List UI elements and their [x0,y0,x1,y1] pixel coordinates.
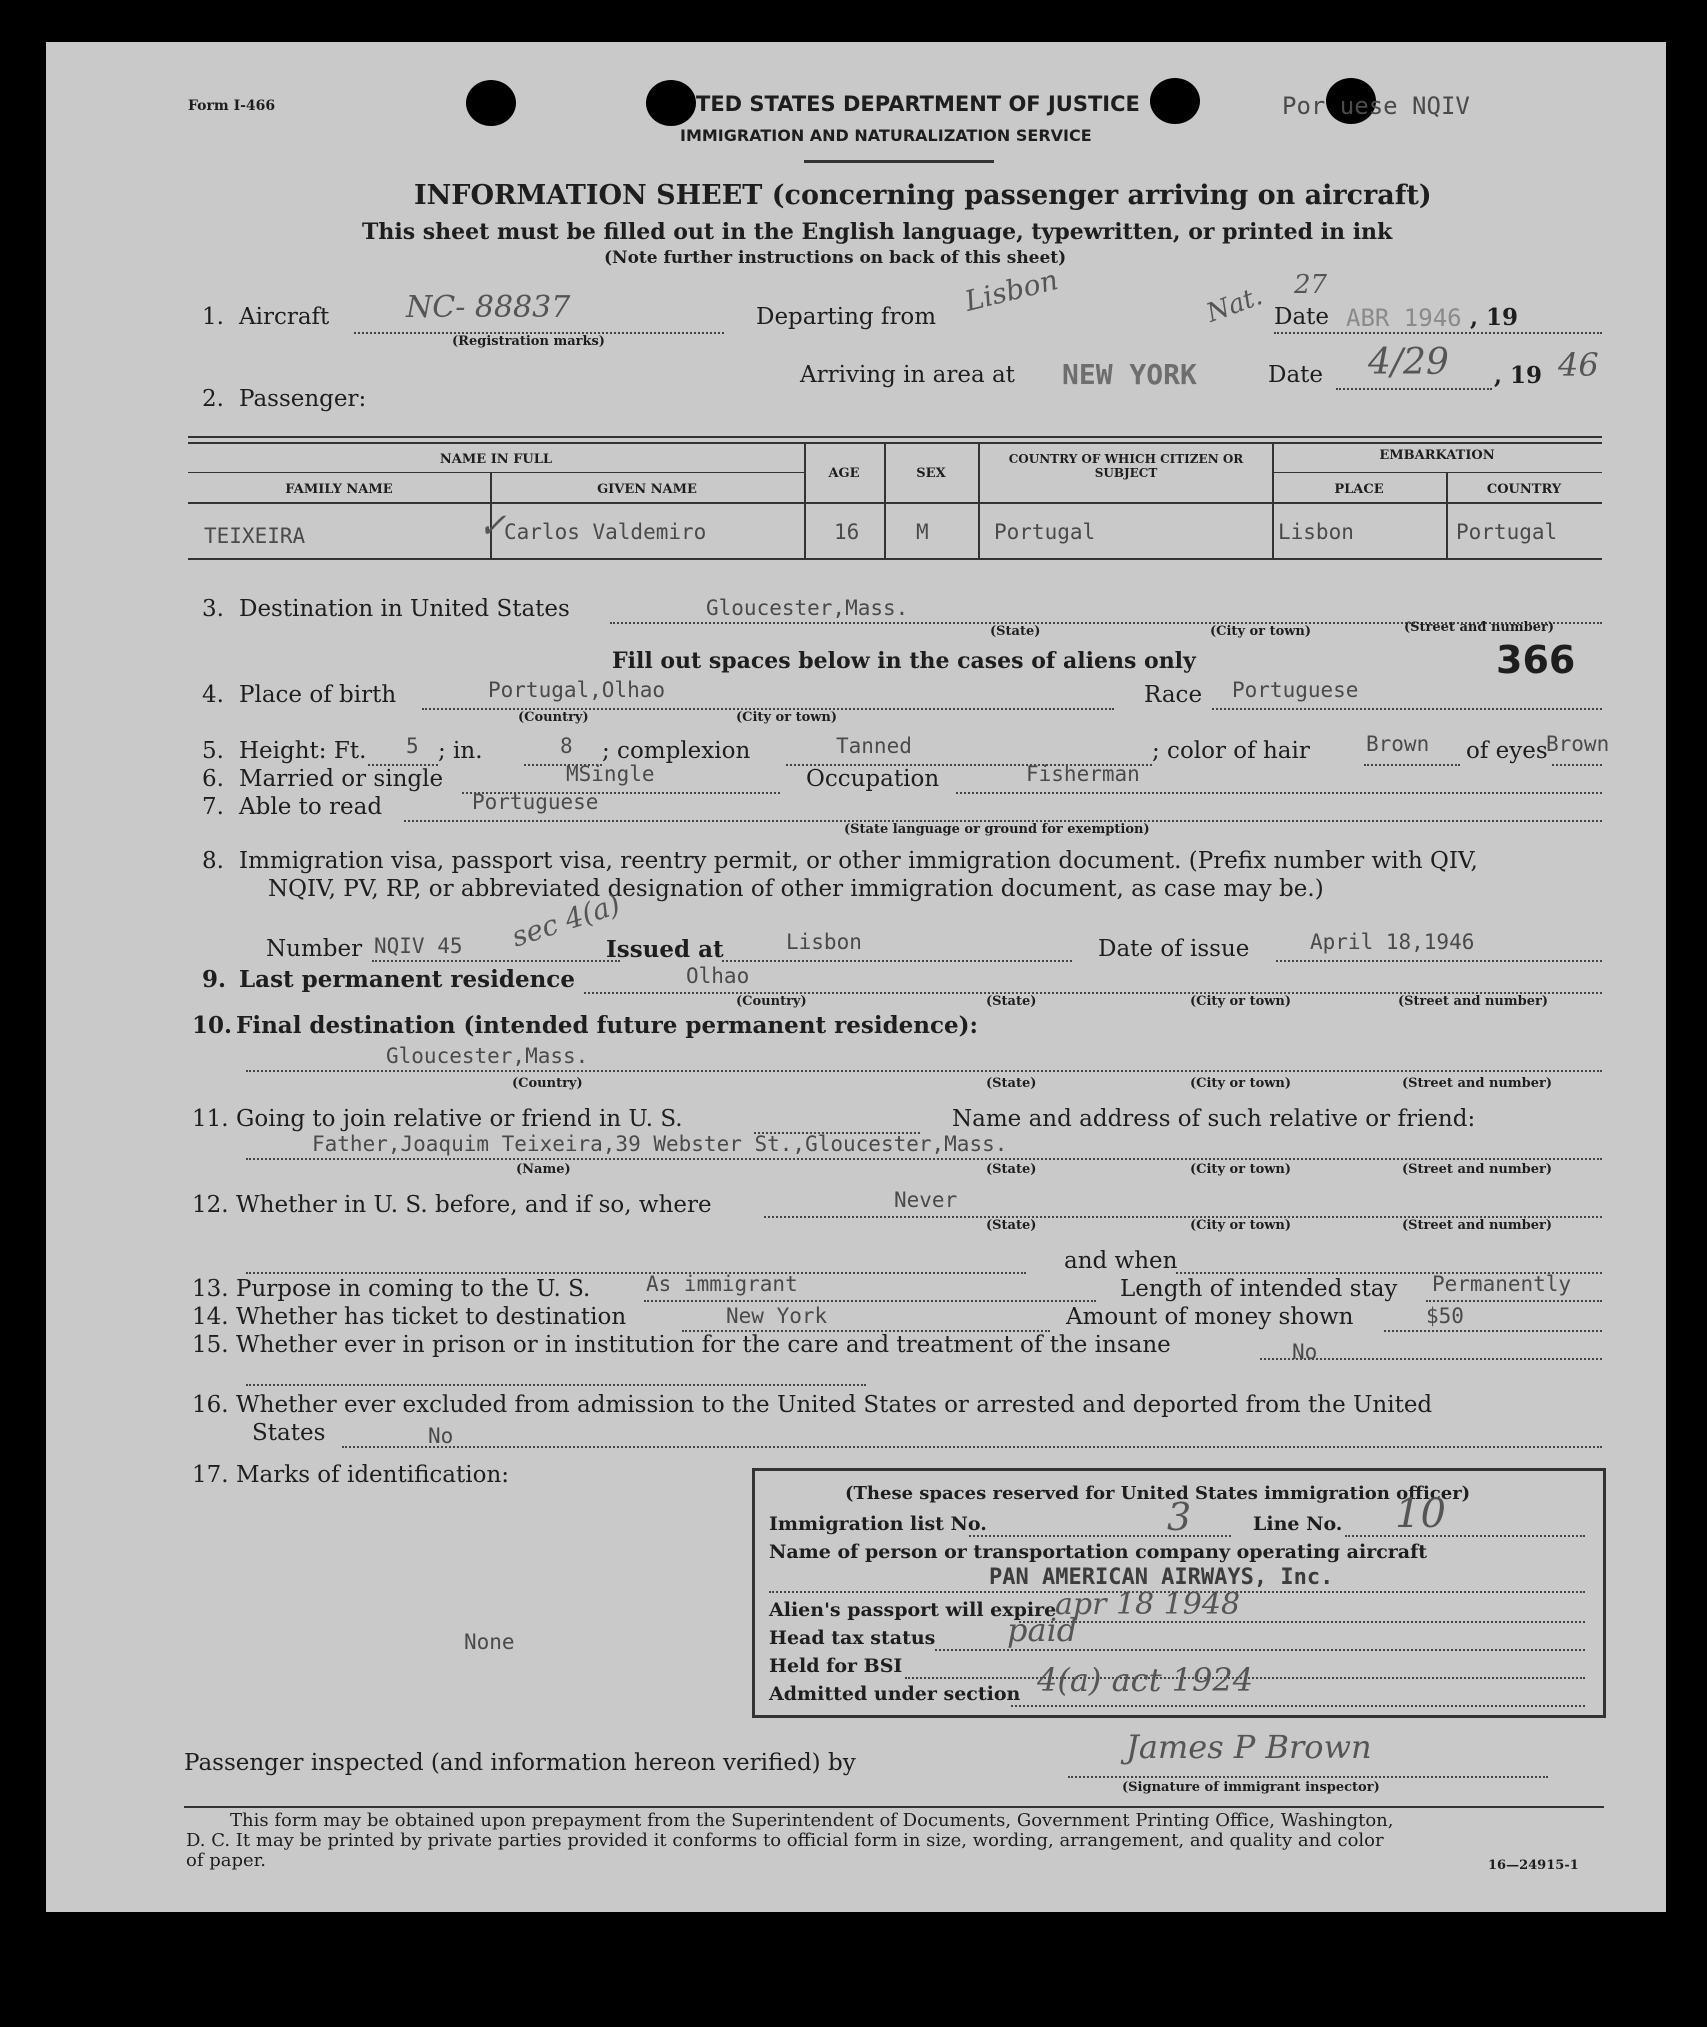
caption: (State) [990,624,1041,639]
item-number: 12. [192,1192,229,1218]
officer-box [752,1468,1606,1718]
section-line [1011,1705,1585,1707]
caption: (City or town) [1190,994,1292,1009]
company-label: Name of person or transportation company operating aircraft [769,1541,1428,1563]
signature-line [1068,1776,1548,1778]
head-tax-line [935,1649,1585,1651]
prior-visit-label: Whether in U. S. before, and if so, where [236,1192,712,1218]
issue-date-line [1276,960,1602,962]
issued-at-label: Issued at [606,936,724,963]
residence-label: Last permanent residence [239,966,575,993]
item-number: 7. [202,794,224,820]
ticket-label: Whether has ticket to destination [236,1304,627,1330]
excluded-label-2: States [252,1420,326,1446]
when-label: and when [1064,1248,1178,1274]
caption: (Country) [512,1076,583,1091]
caption: (Street and number) [1404,620,1554,635]
table-top-rule [188,442,1602,444]
arriving-date-label: Date [1268,362,1324,388]
passport-expire-value: apr 18 1948 [1055,1587,1241,1622]
visa-number-label: Number [266,936,363,962]
race-label: Race [1144,682,1203,708]
departing-date-line [1274,332,1602,334]
inspector-signature: James P Brown [1126,1728,1372,1766]
relative-name-label: Name and address of such relative or friend: [952,1106,1476,1132]
prison-line-2 [246,1384,866,1386]
purpose-value: As immigrant [646,1272,798,1296]
caption: (State) [986,994,1037,1009]
stay-value: Permanently [1432,1272,1572,1296]
read-value: Portuguese [472,790,599,814]
stay-label: Length of intended stay [1120,1276,1398,1302]
purpose-label: Purpose in coming to the U. S. [236,1276,591,1302]
birth-label: Place of birth [239,682,397,708]
hair-label: ; color of hair [1152,738,1310,764]
form-sheet [46,42,1666,1912]
document-text-line1: Immigration visa, passport visa, reentry permit, or other immigration document. (Prefix number with QIV, [239,848,1478,874]
line-no-line [1345,1535,1585,1537]
item-number: 15. [192,1332,229,1358]
footer-text-2: D. C. It may be printed by private parties provided it conforms to official form in size, wording, arrangement, and quality and color [186,1830,1384,1851]
caption: (Street and number) [1402,1218,1552,1233]
caption: (State) [986,1162,1037,1177]
money-label: Amount of money shown [1066,1304,1354,1330]
residence-value: Olhao [686,964,750,988]
arriving-value: NEW YORK [1062,358,1197,391]
excluded-value: No [428,1424,454,1448]
prison-value: No [1292,1340,1318,1364]
caption: (Country) [518,710,589,725]
aliens-only-note: Fill out spaces below in the cases of aliens only [612,648,1196,674]
registration-caption: (Registration marks) [452,334,605,349]
purpose-line [644,1300,1096,1302]
caption: (Street and number) [1402,1076,1552,1091]
form-id: Form I-466 [188,98,276,114]
visa-hand-note: sec 4(a) [507,887,625,954]
departing-label: Departing from [756,304,937,330]
form-note: (Note further instructions on back of this sheet) [604,248,1067,268]
destination-label: Destination in United States [239,596,570,622]
check-mark-icon: ✓ [478,506,507,546]
name-in-full-header: NAME IN FULL [439,452,553,467]
excluded-line [342,1446,1602,1448]
caption: (City or town) [736,710,838,725]
punch-hole [646,80,696,126]
complexion-value: Tanned [836,734,912,758]
footer-text-1: This form may be obtained upon prepayment from the Superintendent of Documents, Government Printing Office, Washington, [230,1810,1394,1831]
section-value: 4(a) act 1924 [1037,1661,1254,1699]
occupation-value: Fisherman [1026,762,1140,786]
marital-value: MSingle [566,762,655,786]
race-value: Portuguese [1232,678,1359,702]
issued-at-value: Lisbon [786,930,862,954]
money-line [1384,1330,1602,1332]
join-relative-label: Going to join relative or friend in U. S. [236,1106,683,1132]
table-divider [978,442,980,558]
item-number: 2. [202,386,224,412]
departing-date-label: Date [1274,304,1330,330]
caption: (Street and number) [1398,994,1548,1009]
eyes-label: of eyes [1466,738,1548,764]
identification-label: Marks of identification: [236,1462,510,1488]
list-no-value: 3 [1167,1495,1192,1539]
issue-date-label: Date of issue [1098,936,1250,962]
aircraft-label: Aircraft [239,304,330,330]
bsi-label: Held for BSI [769,1655,903,1677]
final-destination-value: Gloucester,Mass. [386,1044,589,1068]
footer-rule [184,1806,1604,1808]
company-value: PAN AMERICAN AIRWAYS, Inc. [989,1565,1334,1590]
prison-label: Whether ever in prison or in institution for the care and treatment of the insane [236,1332,1171,1358]
section-label: Admitted under section [769,1683,1021,1705]
stay-line [1426,1300,1602,1302]
destination-value: Gloucester,Mass. [706,596,909,620]
punch-hole [466,80,516,126]
issue-date-value: April 18,1946 [1310,930,1475,954]
item-number: 6. [202,766,224,792]
document-text-line2: NQIV, PV, RP, or abbreviated designation of other immigration document, as case may be.) [268,876,1324,902]
caption: (City or town) [1210,624,1312,639]
departing-hand-note: Nat. [1202,281,1267,329]
money-value: $50 [1426,1304,1464,1328]
caption: (Street and number) [1402,1162,1552,1177]
birth-value: Portugal,Olhao [488,678,666,702]
table-bottom-rule [188,558,1602,560]
item-number: 10. [192,1012,233,1039]
relative-value: Father,Joaquim Teixeira,39 Webster St.,Gloucester,Mass. [312,1132,1008,1156]
officer-box-heading: (These spaces reserved for United States immigration officer) [845,1483,1471,1504]
family-name-value: TEIXEIRA [204,524,306,548]
hair-value: Brown [1366,732,1430,756]
height-label: Height: Ft. [239,738,367,764]
eyes-value: Brown [1546,732,1610,756]
caption: (City or town) [1190,1076,1292,1091]
item-number: 5. [202,738,224,764]
service-name: IMMIGRATION AND NATURALIZATION SERVICE [680,126,1092,145]
age-header: AGE [828,466,860,481]
corner-note: Por uese NQIV [1282,92,1470,120]
passenger-label: Passenger: [239,386,367,412]
departing-date-hand: 27 [1294,270,1328,300]
arriving-year: , 19 [1494,362,1543,389]
agency-name: TED STATES DEPARTMENT OF JUSTICE [696,92,1140,116]
race-line [1212,708,1602,710]
visa-number-line [372,960,620,962]
excluded-label: Whether ever excluded from admission to the United States or arrested and deported from the United [236,1392,1433,1418]
given-name-header: GIVEN NAME [597,482,697,497]
item-number: 3. [202,596,224,622]
table-divider [884,442,886,558]
inches-value: 8 [560,734,573,758]
head-tax-label: Head tax status [769,1627,936,1649]
embark-country-value: Portugal [1456,520,1558,544]
feet-value: 5 [406,734,419,758]
table-rule [188,502,1602,504]
caption: (Name) [516,1162,571,1177]
visa-number-value: NQIV 45 [374,934,463,958]
aircraft-value: NC- 88837 [406,290,571,325]
country-header: COUNTRY [1486,482,1562,497]
form-instruction: This sheet must be filled out in the English language, typewritten, or printed in ink [362,219,1393,245]
list-no-line [969,1535,1231,1537]
departing-year: , 19 [1470,304,1519,331]
line-no-label: Line No. [1253,1513,1343,1535]
item-number: 17. [192,1462,229,1488]
item-number: 14. [192,1304,229,1330]
departing-value: Lisbon [961,263,1062,318]
item-number: 16. [192,1392,229,1418]
place-header: PLACE [1334,482,1384,497]
departing-date-stamp: ABR 1946 [1346,304,1462,332]
prior-visit-value: Never [894,1188,958,1212]
read-caption: (State language or ground for exemption) [844,822,1150,837]
item-number: 1. [202,304,224,330]
country-citizen-header: COUNTRY OF WHICH CITIZEN OR SUBJECT [1008,452,1244,480]
eyes-line [1552,764,1602,766]
footer-code: 16—24915-1 [1488,1858,1579,1873]
arriving-label: Arriving in area at [800,362,1015,388]
arriving-date-line [1336,388,1492,390]
final-destination-label: Final destination (intended future permanent residence): [236,1012,979,1039]
caption: (State) [986,1076,1037,1091]
caption: (State) [986,1218,1037,1233]
list-no-label: Immigration list No. [769,1513,987,1535]
complexion-label: ; complexion [602,738,751,764]
punch-hole [1150,78,1200,124]
table-rule [1272,472,1602,473]
family-name-header: FAMILY NAME [285,482,393,497]
final-destination-line [246,1070,1602,1072]
citizen-value: Portugal [994,520,1096,544]
identification-value: None [464,1630,515,1654]
occupation-label: Occupation [806,766,940,792]
caption: (Country) [736,994,807,1009]
arriving-year-value: 46 [1558,346,1599,384]
line-no-value: 10 [1395,1491,1446,1537]
item-number: 9. [202,966,227,993]
occupation-line [956,792,1602,794]
item-number: 13. [192,1276,229,1302]
item-number: 8. [202,848,224,874]
header-rule [804,160,994,163]
table-divider [804,442,806,558]
relative-line [246,1158,1602,1160]
signature-caption: (Signature of immigrant inspector) [1122,1780,1380,1795]
given-name-value: Carlos Valdemiro [504,520,707,544]
passport-expire-label: Alien's passport will expire [769,1599,1057,1621]
item-number: 11. [192,1106,229,1132]
table-top-rule [188,436,1602,438]
form-title: INFORMATION SHEET (concerning passenger arriving on aircraft) [414,180,1432,211]
read-label: Able to read [239,794,383,820]
embark-place-value: Lisbon [1278,520,1354,544]
issued-at-line [722,960,1072,962]
table-rule [188,472,804,473]
footer-text-3: of paper. [186,1850,266,1871]
embarkation-header: EMBARKATION [1379,448,1495,463]
inspection-label: Passenger inspected (and information hereon verified) by [184,1750,856,1776]
inches-label: ; in. [438,738,483,764]
ticket-value: New York [726,1304,828,1328]
sex-header: SEX [916,466,946,481]
arriving-date-value: 4/29 [1368,342,1449,383]
caption: (City or town) [1190,1218,1292,1233]
sex-value: M [916,520,929,544]
stamp-number: 366 [1496,638,1576,682]
hair-line [1364,764,1460,766]
age-value: 16 [834,520,860,544]
item-number: 4. [202,682,224,708]
when-line-left [246,1272,1026,1274]
caption: (City or town) [1190,1162,1292,1177]
head-tax-value: paid [1007,1611,1078,1649]
marital-label: Married or single [239,766,444,792]
